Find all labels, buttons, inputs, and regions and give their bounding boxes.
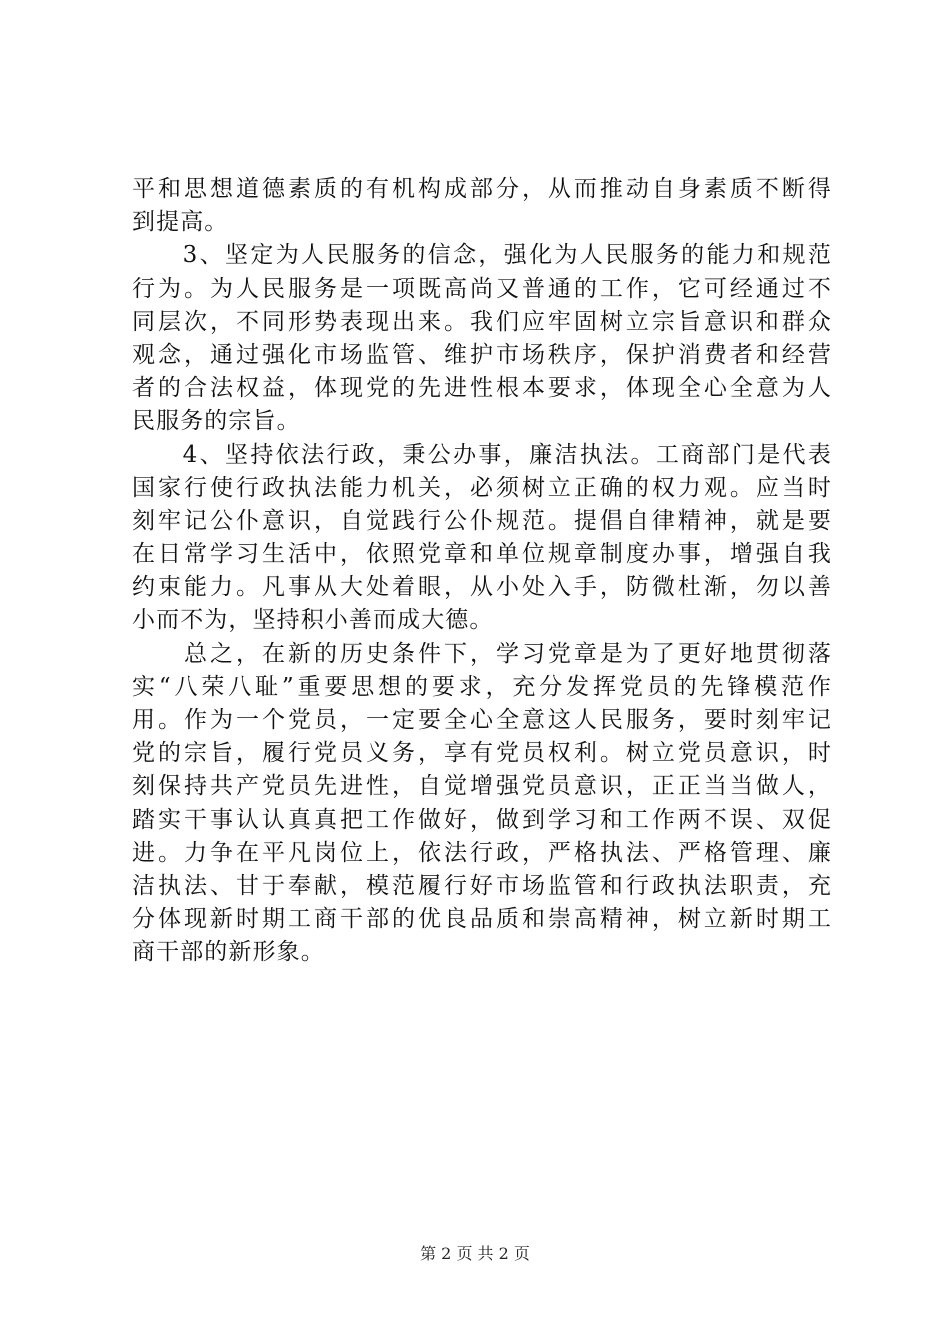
text-line: 平和思想道德素质的有机构成部分，从而推动自身素质不断得 bbox=[132, 176, 832, 202]
text-line: 刻保持共产党员先进性，自觉增强党员意识，正正当当做人， bbox=[132, 773, 832, 800]
text-line: 洁执法、甘于奉献，模范履行好市场监管和行政执法职责，充 bbox=[132, 872, 832, 899]
text-line: 用。作为一个党员，一定要全心全意这人民服务，要时刻牢记 bbox=[132, 707, 832, 733]
text-line: 踏实干事认认真真把工作做好，做到学习和工作两不误、双促 bbox=[132, 806, 832, 833]
text-line: 约束能力。凡事从大处着眼，从小处入手，防微杜渐，勿以善 bbox=[132, 574, 832, 601]
text-line: 同层次，不同形势表现出来。我们应牢固树立宗旨意识和群众 bbox=[132, 308, 832, 335]
text-line: 分体现新时期工商干部的优良品质和崇高精神，树立新时期工 bbox=[132, 906, 832, 933]
text-line: 总之，在新的历史条件下，学习党章是为了更好地贯彻落 bbox=[132, 640, 832, 667]
document-body bbox=[132, 173, 832, 970]
page-number-label: 第 2 页 共 2 页 bbox=[420, 1244, 530, 1263]
text-line: 4、坚持依法行政，秉公办事，廉洁执法。工商部门是代表 bbox=[132, 441, 832, 468]
text-line: 3、坚定为人民服务的信念，强化为人民服务的能力和规范 bbox=[132, 242, 832, 269]
text-line: 进。力争在平凡岗位上，依法行政，严格执法、严格管理、廉 bbox=[132, 839, 832, 866]
text-line: 小而不为，坚持积小善而成大德。 bbox=[132, 607, 494, 634]
text-line: 刻牢记公仆意识，自觉践行公仆规范。提倡自律精神，就是要 bbox=[132, 507, 832, 534]
text-line: 党的宗旨，履行党员义务，享有党员权利。树立党员意识，时 bbox=[132, 740, 832, 767]
text-line: 观念，通过强化市场监管、维护市场秩序，保护消费者和经营 bbox=[132, 341, 832, 368]
text-line: 民服务的宗旨。 bbox=[132, 408, 301, 435]
text-line: 商干部的新形象。 bbox=[132, 939, 325, 966]
text-line: 实“八荣八耻”重要思想的要求，充分发挥党员的先锋模范作 bbox=[132, 673, 832, 700]
text-line: 在日常学习生活中，依照党章和单位规章制度办事，增强自我 bbox=[132, 541, 832, 568]
text-line: 国家行使行政执法能力机关，必须树立正确的权力观。应当时 bbox=[132, 474, 832, 501]
text-line: 到提高。 bbox=[132, 209, 229, 236]
page-footer bbox=[0, 1244, 950, 1264]
text-line: 者的合法权益，体现党的先进性根本要求，体现全心全意为人 bbox=[132, 375, 832, 402]
text-line: 行为。为人民服务是一项既高尚又普通的工作，它可经通过不 bbox=[132, 275, 832, 302]
